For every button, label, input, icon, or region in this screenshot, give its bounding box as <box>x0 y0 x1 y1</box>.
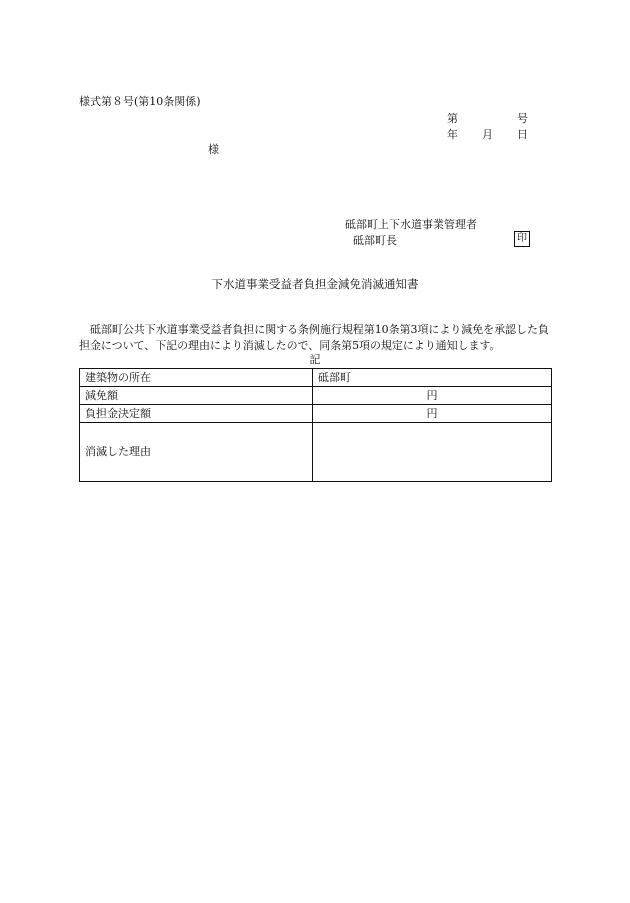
table-row-building-location <box>80 369 552 387</box>
seal-mark: 印 <box>514 231 530 247</box>
table-row-reduction-amount <box>80 387 552 405</box>
ki-heading: 記 <box>309 353 321 366</box>
table-row-extinction-reason <box>80 423 552 482</box>
document-number-suffix: 号 <box>517 112 528 125</box>
row-label: 消滅した理由 <box>80 423 313 482</box>
issuer-title: 砥部町上下水道事業管理者 <box>345 218 477 231</box>
row-label: 減免額 <box>80 387 313 405</box>
date-day-label: 日 <box>517 128 528 141</box>
table-row-determined-amount <box>80 405 552 423</box>
issuer-name: 砥部町長 <box>353 234 397 247</box>
detail-table <box>79 368 552 482</box>
document-title: 下水道事業受益者負担金減免消滅通知書 <box>211 277 419 291</box>
row-label: 建築物の所在 <box>80 369 313 387</box>
row-value: 円 <box>313 387 552 405</box>
row-label: 負担金決定額 <box>80 405 313 423</box>
row-value <box>313 423 552 482</box>
date-year-label: 年 <box>447 128 458 141</box>
body-paragraph: 砥部町公共下水道事業受益者負担に関する条例施行規程第10条第3項により減免を承認した負担金について、下記の理由により消滅したので、同条第5項の規定により通知します。 <box>79 323 549 352</box>
document-number-label: 第 <box>447 112 458 125</box>
row-value: 円 <box>313 405 552 423</box>
recipient-honorific: 様 <box>208 143 219 156</box>
date-month-label: 月 <box>482 128 493 141</box>
form-number: 様式第８号(第10条関係) <box>79 95 201 108</box>
row-value: 砥部町 <box>313 369 552 387</box>
